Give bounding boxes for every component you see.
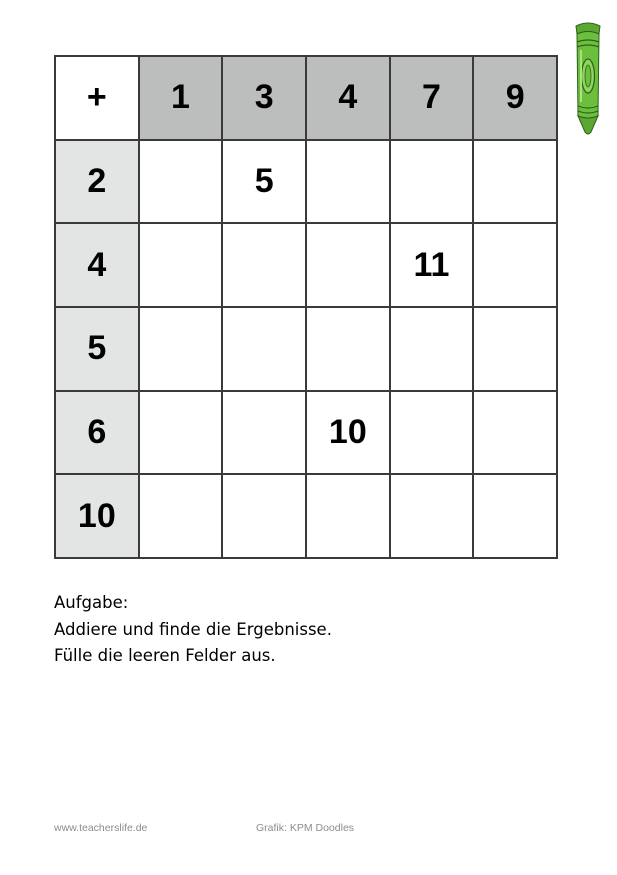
row-header: 6 [56,392,140,476]
answer-cell[interactable] [474,141,558,225]
answer-cell[interactable]: 11 [391,224,475,308]
column-header: 9 [474,57,558,141]
column-header: 1 [140,57,224,141]
answer-cell[interactable] [307,475,391,559]
operator-cell: + [56,57,140,141]
answer-cell[interactable] [474,224,558,308]
answer-cell[interactable] [140,308,224,392]
answer-cell[interactable] [391,475,475,559]
task-instructions [54,590,332,670]
row-header: 2 [56,141,140,225]
answer-cell[interactable]: 10 [307,392,391,476]
answer-cell[interactable] [223,224,307,308]
column-header: 4 [307,57,391,141]
answer-cell[interactable] [223,475,307,559]
column-header: 7 [391,57,475,141]
answer-cell[interactable] [140,475,224,559]
row-header: 10 [56,475,140,559]
footer-credit: Grafik: KPM Doodles [256,822,355,834]
row-header: 5 [56,308,140,392]
answer-cell[interactable] [140,224,224,308]
answer-cell[interactable] [223,308,307,392]
task-line: Fülle die leeren Felder aus. [54,646,276,665]
answer-cell[interactable] [307,141,391,225]
row-header: 4 [56,224,140,308]
footer-website: www.teacherslife.de [54,822,148,834]
answer-cell[interactable] [307,308,391,392]
answer-cell[interactable] [391,141,475,225]
answer-cell[interactable]: 5 [223,141,307,225]
answer-cell[interactable] [391,308,475,392]
answer-cell[interactable] [140,141,224,225]
task-heading: Aufgabe: [54,593,129,612]
answer-cell[interactable] [223,392,307,476]
answer-cell[interactable] [474,392,558,476]
answer-cell[interactable] [391,392,475,476]
addition-table [54,55,558,559]
task-line: Addiere und finde die Ergebnisse. [54,619,332,639]
column-header: 3 [223,57,307,141]
answer-cell[interactable] [474,475,558,559]
answer-cell[interactable] [140,392,224,476]
answer-cell[interactable] [307,224,391,308]
answer-cell[interactable] [474,308,558,392]
green-crayon-icon [570,20,606,138]
